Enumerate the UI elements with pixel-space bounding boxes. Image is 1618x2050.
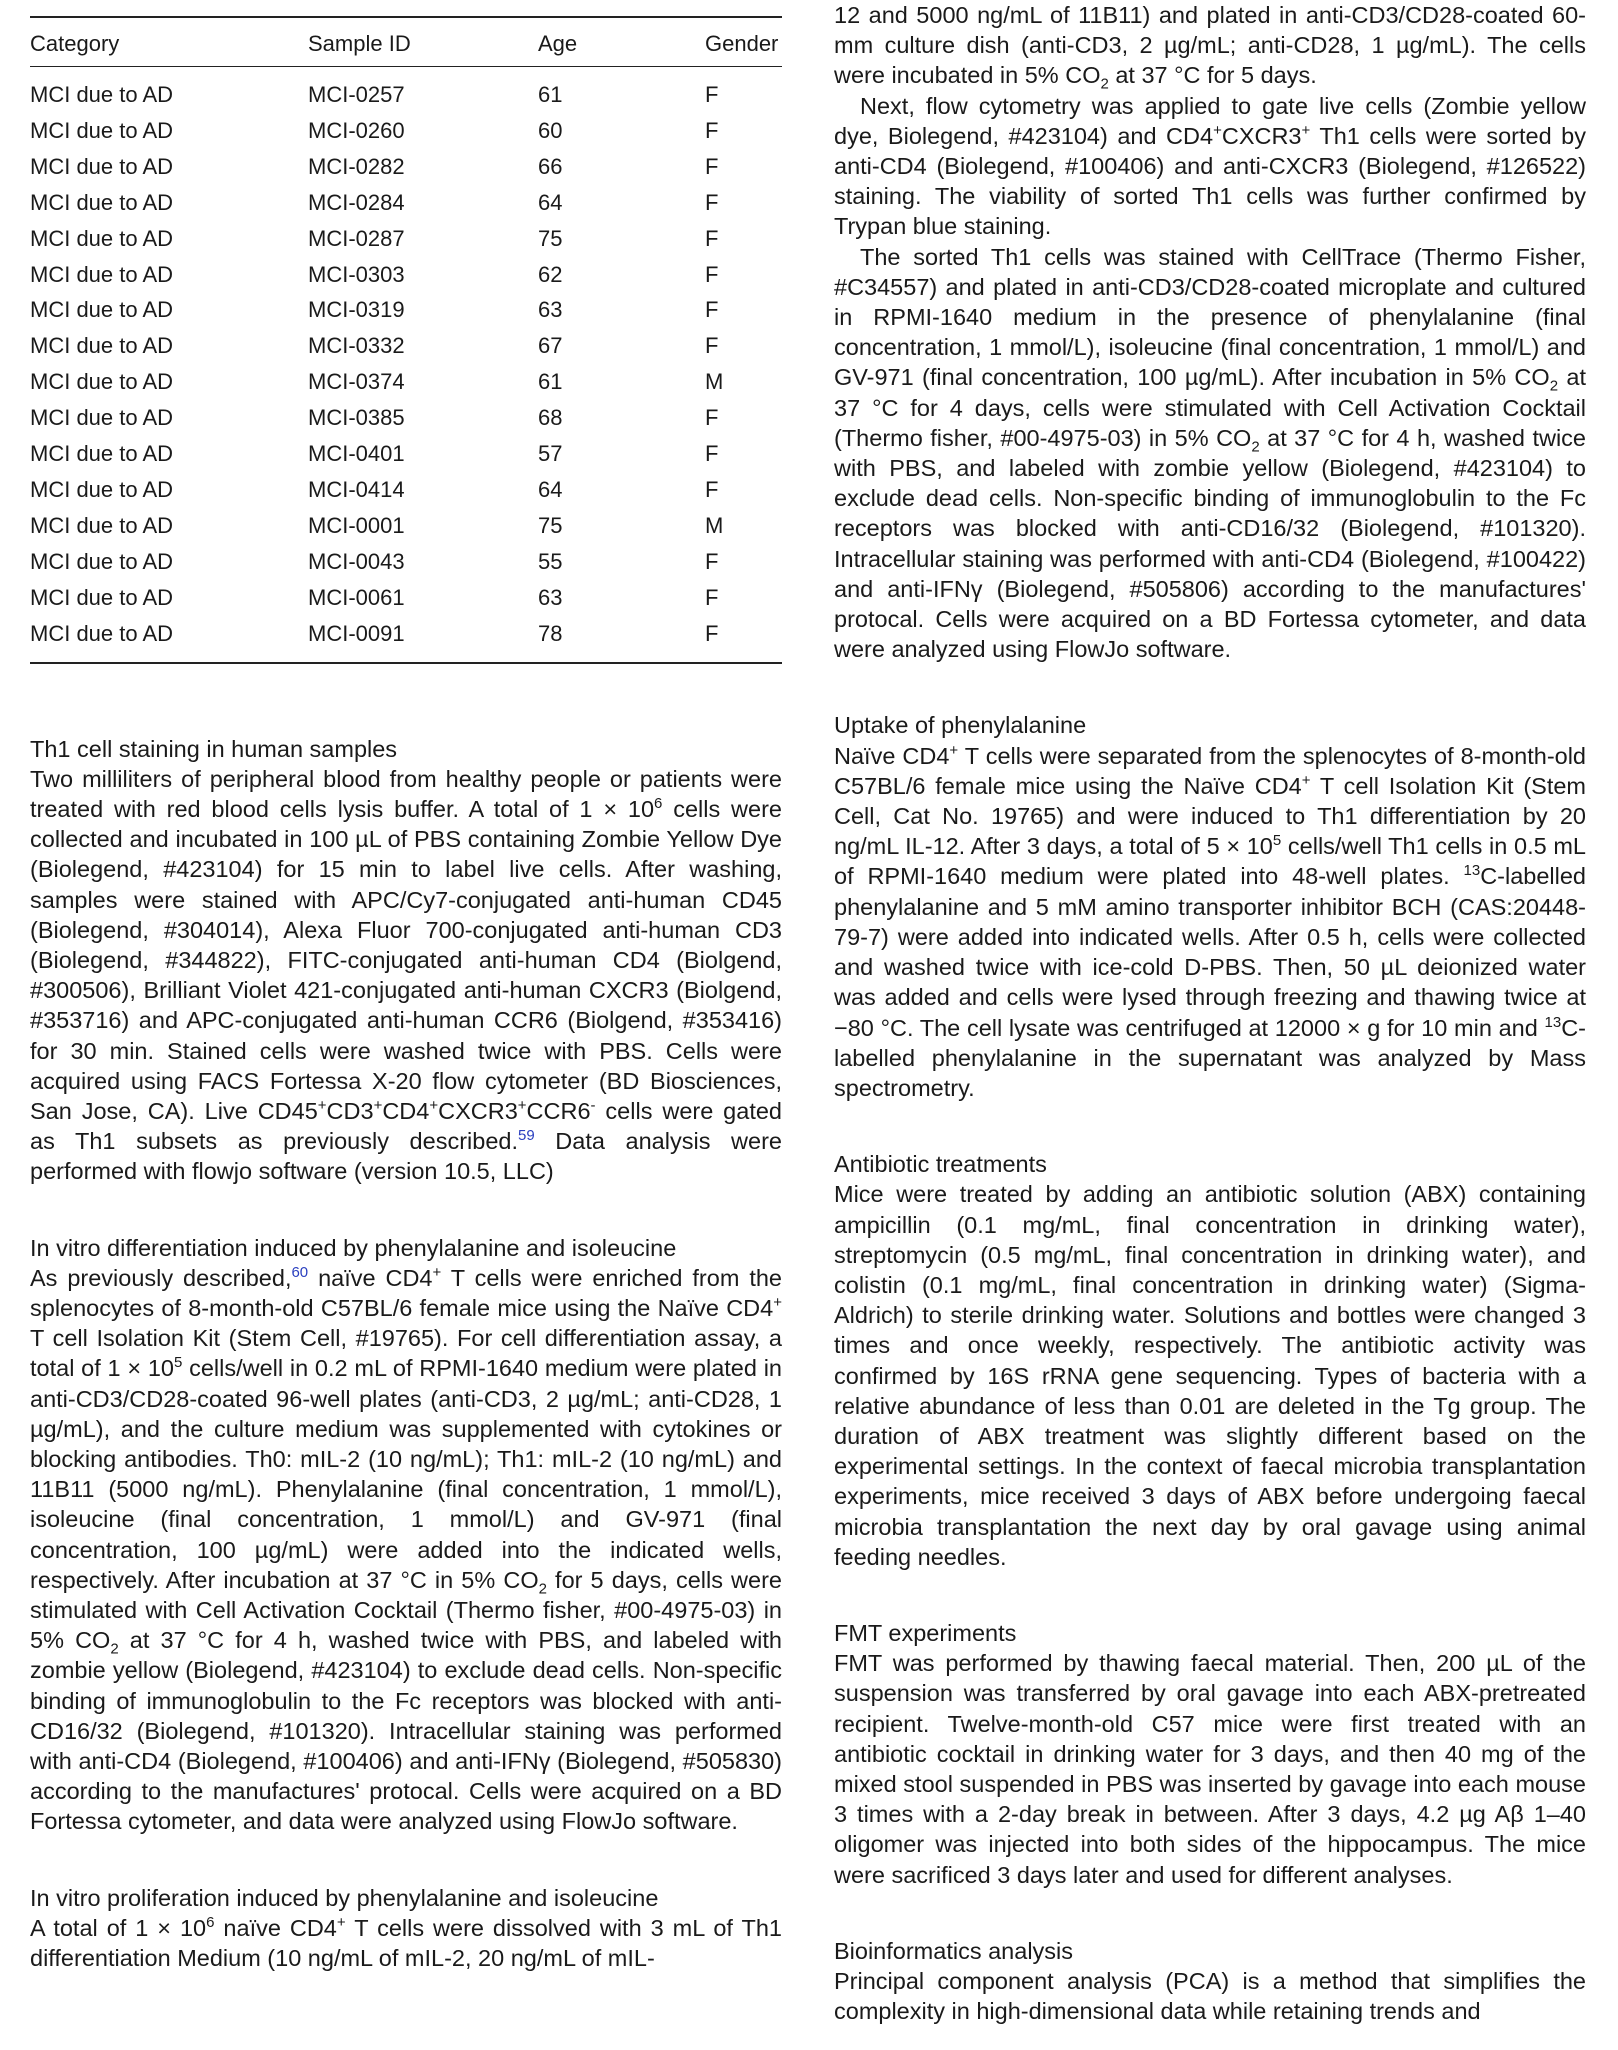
cell-category: MCI due to AD [30,441,174,467]
cell-age: 64 [538,189,563,215]
section-title: In vitro proliferation induced by phenylalanine and isoleucine [30,1884,659,1911]
table-body [30,67,782,663]
table-row [30,221,782,257]
cell-sample-id: MCI-0091 [308,620,405,646]
cell-gender: F [705,476,719,502]
cell-gender: F [705,153,719,179]
table-row [30,580,782,616]
paragraph: FMT was performed by thawing faecal material. Then, 200 µL of the suspension was transferred by oral gavage into each ABX-pretreated recipient. Twelve-month-old C57 mice were first treated with an antibiotic cocktail in drinking water for 3 days, and then 40 mg of the mixed stool suspended in PBS was inserted by gavage into each mouse 3 times with a 2-day break in between. After 3 days, 4.2 µg Aβ 1–40 oligomer was injected into both sides of the hippocampus. The mice were sacrificed 3 days later and used for different analyses. [834,1650,1586,1888]
section-title: Uptake of phenylalanine [834,712,1087,739]
section-in-vitro-proliferation [30,1883,782,1974]
table-row [30,508,782,544]
paragraph: Next, flow cytometry was applied to gate live cells (Zombie yellow dye, Biolegend, #423104) and CD4+CXCR3+ Th1 cells were sorted by anti-CD4 (Biolegend, #100406) and anti-CXCR3 (Biolegend, #126522) staining. The viability of sorted Th1 cells was further confirmed by Trypan blue staining. [834,92,1586,240]
sample-table-wrapper [30,16,782,664]
cell-category: MCI due to AD [30,297,174,323]
cell-gender: F [705,548,719,574]
cell-category: MCI due to AD [30,476,174,502]
cell-category: MCI due to AD [30,261,174,287]
cell-gender: F [705,405,719,431]
cell-sample-id: MCI-0260 [308,117,405,143]
cell-category: MCI due to AD [30,620,174,646]
cell-gender: F [705,117,719,143]
cell-age: 63 [538,584,563,610]
cell-gender: F [705,261,719,287]
cell-gender: F [705,189,719,215]
section-fmt-experiments [834,1618,1586,1890]
cell-age: 60 [538,117,563,143]
cell-age: 78 [538,620,563,646]
table-row [30,185,782,221]
table-row [30,292,782,328]
section-title: In vitro differentiation induced by phenylalanine and isoleucine [30,1234,677,1261]
cell-gender: F [705,82,719,107]
cell-gender: F [705,620,719,646]
cell-category: MCI due to AD [30,189,174,215]
section-th1-staining [30,734,782,1187]
table-row [30,472,782,508]
cell-category: MCI due to AD [30,548,174,574]
cell-age: 67 [538,333,563,359]
cell-sample-id: MCI-0284 [308,189,405,215]
cell-age: 57 [538,441,563,467]
paragraph: Naïve CD4+ T cells were separated from the splenocytes of 8-month-old C57BL/6 female mice using the Naïve CD4+ T cell Isolation Kit (Stem Cell, Cat No. 19765) and were induced to Th1 differentiation by 20 ng/mL IL-12. After 3 days, a total of $5 \times 10^5$ cells/well Th1 cells in 0.5 mL of RPMI-1640 medium were plated into 48-well plates. $^{13}$C-labelled phenylalanine and 5 mM amino transporter inhibitor BCH (CAS:20448-79-7) were added into indicated wells. After 0.5 h, cells were collected and washed twice with ice-cold D-PBS. Then, 50 µL deionized water was added and cells were lysed through freezing and thawing twice at −80 °C. The cell lysate was centrifuged at 12000 × g for 10 min and $^{13}$C-labelled phenylalanine in the supernatant was analyzed by Mass spectrometry. [834,741,1587,1101]
table-row [30,67,782,113]
paragraph: A total of $1 \times 10^6$ naïve CD4+ T cells were dissolved with 3 mL of Th1 differentiation Medium (10 ng/mL of mIL-2, 20 ng/mL of mIL- [30,1913,782,1972]
cell-gender: F [705,584,719,610]
cell-sample-id: MCI-0061 [308,584,405,610]
paragraph: Two milliliters of peripheral blood from healthy people or patients were treated with red blood cells lysis buffer. A total of $1 \times 10^6$ cells were collected and incubated in 100 µL of PBS containing Zombie Yellow Dye (Biolegend, #423104) for 15 min to label live cells. After washing, samples were stained with APC/Cy7-conjugated anti-human CD45 (Biolegend, #304014), Alexa Fluor 700-conjugated anti-human CD3 (Biolegend, #344822), FITC-conjugated anti-human CD4 (Biolgend, #300506), Brilliant Violet 421-conjugated anti-human CXCR3 (Biolgend, #353716) and APC-conjugated anti-human CCR6 (Biolgend, #353416) for 30 min. Stained cells were washed twice with PBS. Cells were acquired using FACS Fortessa X-20 flow cytometer (BD Biosciences, San Jose, CA). Live CD45+CD3+CD4+CXCR3+CCR6- cells were gated as Th1 subsets as previously described.$^{59}$ Data analysis were performed with flowjo software (version 10.5, LLC) [30,765,782,1185]
table-row [30,149,782,185]
table-header-sample-id: Sample ID [308,17,538,67]
paragraph-continued: 12 and 5000 ng/mL of 11B11) and plated in anti-CD3/CD28-coated 60-mm culture dish (anti-CD3, 2 µg/mL; anti-CD28, 1 µg/mL). The cells were incubated in 5% $CO_2$ at 37 °C for 5 days. [834,2,1586,94]
cell-sample-id: MCI-0257 [308,82,405,107]
cell-gender: F [705,441,719,467]
cell-age: 63 [538,297,563,323]
section-title: FMT experiments [834,1619,1017,1646]
table-row [30,544,782,580]
table-header-category: Category [30,17,308,67]
paragraph: Mice were treated by adding an antibiotic solution (ABX) containing ampicillin (0.1 mg/mL, final concentration in drinking water), streptomycin (0.5 mg/mL, final concentration in drinking water), and colistin (0.1 mg/mL, final concentration in drinking water) (Sigma-Aldrich) to sterile drinking water. Solutions and bottles were changed 3 times and once weekly, respectively. The antibiotic activity was confirmed by 16S rRNA gene sequencing. Types of bacteria with a relative abundance of less than 0.01 are deleted in the Tg group. The duration of ABX treatment was slightly different based on the experimental settings. In the context of faecal microbia transplantation experiments, mice received 3 days of ABX before undergoing faecal microbia transplantation the next day by oral gavage using animal feeding needles. [834,1181,1586,1570]
cell-sample-id: MCI-0401 [308,441,405,467]
section-antibiotic-treatments [834,1149,1586,1572]
cell-sample-id: MCI-0043 [308,548,405,574]
paragraph: As previously described,$^{60}$ naïve CD4+ T cells were enriched from the splenocytes of 8-month-old C57BL/6 female mice using the Naïve CD4+ T cell Isolation Kit (Stem Cell, #19765). For cell differentiation assay, a total of $1 \times 10^5$ cells/well in 0.2 mL of RPMI-1640 medium were plated in anti-CD3/CD28-coated 96-well plates (anti-CD3, 2 µg/mL; anti-CD28, 1 µg/mL), and the culture medium was supplemented with cytokines or blocking antibodies. Th0: mIL-2 (10 ng/mL); Th1: mIL-2 (10 ng/mL) and 11B11 (5000 ng/mL). Phenylalanine (final concentration, 1 mmol/L), isoleucine (final concentration, 1 mmol/L) and GV-971 (final concentration, 100 µg/mL) were added into the indicated wells, respectively. After incubation at 37 °C in 5% $CO_2$ for 5 days, cells were stimulated with Cell Activation Cocktail (Thermo fisher, #00-4975-03) in 5% $CO_2$ at 37 °C for 4 h, washed twice with PBS, and labeled with zombie yellow (Biolegend, #423104) to exclude dead cells. Non-specific binding of immunoglobulin to the Fc receptors was blocked with anti-CD16/32 (Biolegend, #101320). Intracellular staining was performed with anti-CD4 (Biolegend, #100406) and anti-IFNγ (Biolegend, #505830) according to the manufactures' protocal. Cells were acquired on a BD Fortessa cytometer, and data were analyzed using FlowJo software. [30,1263,782,1835]
cell-category: MCI due to AD [30,117,174,143]
section-in-vitro-differentiation [30,1233,782,1837]
cell-sample-id: MCI-0374 [308,369,405,395]
cell-sample-id: MCI-0287 [308,225,405,251]
cell-age: 75 [538,512,563,538]
right-column [834,0,1586,2026]
cell-age: 61 [538,82,563,107]
cell-age: 68 [538,405,563,431]
cell-category: MCI due to AD [30,82,174,107]
cell-sample-id: MCI-0414 [308,476,405,502]
cell-sample-id: MCI-0319 [308,297,405,323]
table-row [30,400,782,436]
cell-age: 66 [538,153,563,179]
cell-gender: M [705,512,724,538]
cell-sample-id: MCI-0282 [308,153,405,179]
cell-age: 75 [538,225,563,251]
table-header-gender: Gender [705,17,782,67]
cell-category: MCI due to AD [30,225,174,251]
cell-sample-id: MCI-0385 [308,405,405,431]
section-title: Antibiotic treatments [834,1151,1047,1178]
cell-category: MCI due to AD [30,369,174,395]
cell-gender: F [705,333,719,359]
cell-sample-id: MCI-0303 [308,261,405,287]
citation-link[interactable]: 60 [291,1263,309,1281]
table-header-age: Age [538,17,705,67]
paragraph: Principal component analysis (PCA) is a method that simplifies the complexity in high-dimensional data while retaining trends and [834,1967,1586,2025]
cell-gender: F [705,297,719,323]
cell-age: 61 [538,369,563,395]
section-title: Bioinformatics analysis [834,1937,1074,1964]
table-row [30,436,782,472]
cell-category: MCI due to AD [30,512,174,538]
table-row [30,364,782,400]
table-header-row [30,17,782,67]
left-column [30,0,782,1973]
cell-gender: M [705,369,724,395]
table-row [30,113,782,149]
cell-sample-id: MCI-0001 [308,512,405,538]
cell-category: MCI due to AD [30,153,174,179]
cell-sample-id: MCI-0332 [308,333,405,359]
section-title: Th1 cell staining in human samples [30,735,398,762]
section-uptake-phenylalanine [834,710,1586,1103]
table-row [30,328,782,364]
sample-table [30,16,782,664]
table-row [30,616,782,663]
cell-category: MCI due to AD [30,405,174,431]
citation-link[interactable]: 59 [517,1127,535,1145]
cell-category: MCI due to AD [30,584,174,610]
cell-category: MCI due to AD [30,333,174,359]
section-bioinformatics-analysis [834,1936,1586,2027]
cell-age: 64 [538,476,563,502]
paragraph: The sorted Th1 cells was stained with CellTrace (Thermo Fisher, #C34557) and plated in anti-CD3/CD28-coated microplate and cultured in RPMI-1640 medium in the presence of phenylalanine (final concentration, 1 mmol/L), isoleucine (final concentration, 1 mmol/L) and GV-971 (final concentration, 100 µg/mL). After incubation in 5% $CO_2$ at 37 °C for 4 days, cells were stimulated with Cell Activation Cocktail (Thermo fisher, #00-4975-03) in 5% $CO_2$ at 37 °C for 4 h, washed twice with PBS, and labeled with zombie yellow (Biolegend, #423104) to exclude dead cells. Non-specific binding of immunoglobulin to the Fc receptors was blocked with anti-CD16/32 (Biolegend, #101320). Intracellular staining was performed with anti-CD4 (Biolegend, #100422) and anti-IFNγ (Biolegend, #505806) according to the manufactures' protocal. Cells were acquired on a BD Fortessa cytometer, and data were analyzed using FlowJo software. [834,243,1586,663]
cell-age: 55 [538,548,563,574]
cell-gender: F [705,225,719,251]
table-row [30,257,782,293]
cell-age: 62 [538,261,563,287]
